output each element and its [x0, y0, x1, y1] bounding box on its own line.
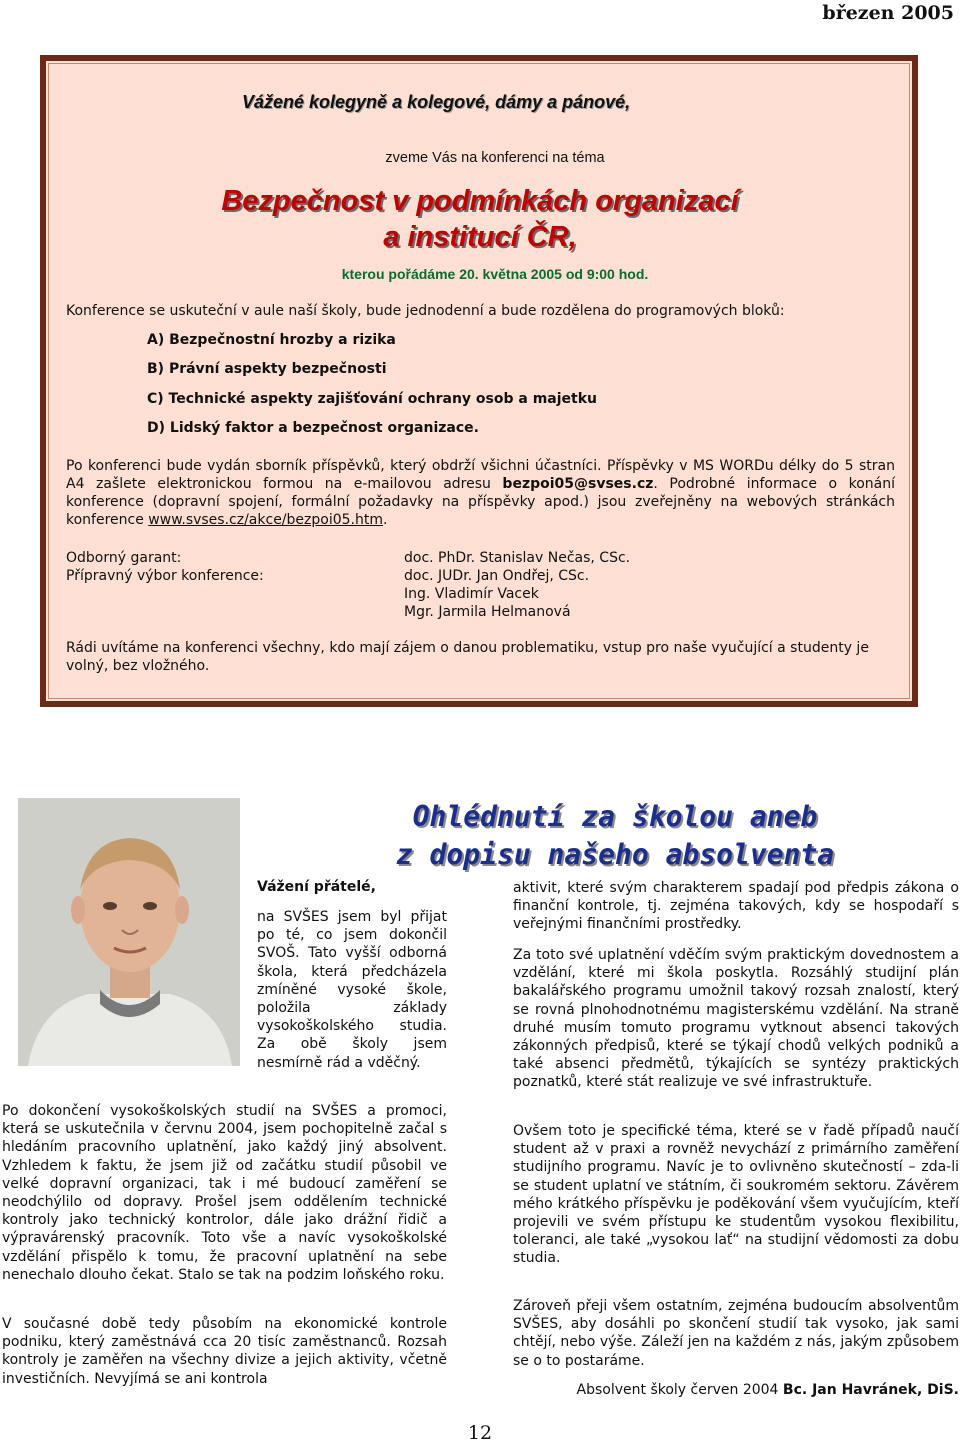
- program-block-c: C) Technické aspekty zajišťování ochrany osob a majetku: [147, 391, 598, 407]
- guarantor-label: Odborný garant:: [66, 550, 182, 566]
- proceedings-end: .: [382, 512, 388, 528]
- paragraph-5: Za toto své uplatnění vděčím svým praktickým dovednostem a vzdělání, které mi škola poskytla. Rozsáhlý studijní plán bakalářského programu umožnil takový rozsah znalostí, který se rovná plnohodnotnému magisterskému vzdělání. Na straně druhé musím tomuto programu vytknout absenci takových zákonných předpisů, které se týkají chodů velkých podniků a také absenci předmětů, týkajících se syntézy praktických poznatků, které stát realizuje ve své infrastruktuře.: [513, 947, 959, 1091]
- portrait-illustration: [18, 798, 240, 1066]
- program-block-d: D) Lidský faktor a bezpečnost organizace.: [147, 420, 479, 436]
- signature-prefix: Absolvent školy červen 2004: [576, 1382, 783, 1398]
- conference-url[interactable]: www.svses.cz/akce/bezpoi05.htm: [148, 512, 383, 528]
- proceedings-text: Po konferenci bude vydán sborník příspěvků, který obdrží všichni účastníci. Příspěvky v MS WORDu délky do 5 stran A4 zašlete elektronickou formou na e-mailovou adresu: [66, 458, 895, 492]
- author-photo: [18, 798, 240, 1066]
- issue-date: březen 2005: [822, 2, 954, 24]
- paragraph-2: Po dokončení vysokoškolských studií na SVŠES a promoci, která se uskutečnila v červnu 2004, jsem pochopitelně začal s hledáním pracovního uplatnění, jako každý jiný absolvent. Vzhledem k faktu, že jsem již od začátku studií působil ve velké dopravní organizaci, tak i mé budoucí zaměření se neodchýlilo od dopravy. Prošel jsem oddělením technické kontroly jako technický kontrolor, dále jako drážní řidič a výpravárenský pracovník. Toto vše a navíc vysokoškolské vzdělání přispělo k tomu, že pracovní uplatnění na sebe nenechalo dlouho čekat. Stalo se tak na podzim loňského roku.: [2, 1103, 447, 1283]
- article-title-line2: z dopisu našeho absolventa: [395, 838, 835, 871]
- paragraph-1: na SVŠES jsem byl přijat po té, co jsem dokončil SVOŠ. Tato vyšší odborná škola, která předcházela zmíněné vysoké škole, položila základy vysokoškolského studia. Za obě školy jsem nesmírně rád a vděčný.: [257, 909, 447, 1071]
- article-title-line1: Ohlédnutí za školou aneb: [412, 800, 818, 833]
- proceedings-info: [66, 457, 895, 529]
- conference-date: kterou pořádáme 20. května 2005 od 9:00 hod.: [341, 266, 649, 282]
- conference-title-line1: Bezpečnost v podmínkách organizací: [221, 185, 739, 217]
- person-name: Mgr. Jarmila Helmanová: [404, 604, 571, 620]
- paragraph-7: Zároveň přeji všem ostatním, zejména budoucím absolventům SVŠES, aby dosáhli po skončení studií tak vysoko, jak sami chtějí, nebo výše. Záleží jen na každém z nás, jakým způsobem se o to postaráme.: [513, 1298, 959, 1369]
- paragraph-6: Ovšem toto je specifické téma, které se v řadě případů naučí student až v praxi a rovněž nevychází z primárního zaměření studijního programu. Navíc je to ovlivněno skutečností – zda-li se student uplatní ve státním, či soukromém sektoru. Závěrem mého krátkého příspěvku je poděkování všem vyučujícím, kteří projevili ve svém přístupu ke studentům vysokou flexibilitu, toleranci, ale také „vysokou lať“ na studijní vědomosti za dobu studia.: [513, 1123, 959, 1267]
- conference-intro: Konference se uskuteční v aule naší školy, bude jednodenní a bude rozdělena do programových bloků:: [66, 303, 785, 319]
- invitation-greeting: Vážené kolegyně a kolegové, dámy a pánové,: [242, 92, 631, 112]
- conference-title: [0, 183, 960, 255]
- welcome-text: Rádi uvítáme na konferenci všechny, kdo mají zájem o danou problematiku, vstup pro naše vyučující a studenty je volný, bez vložného.: [66, 640, 869, 674]
- person-name: Ing. Vladimír Vacek: [404, 586, 539, 602]
- proceedings-text-2: . Podrobné informace o konání konference (dopravní spojení, formální požadavky na příspěvky apod.) jsou zveřejněny na webových stránkách konference: [66, 476, 895, 528]
- invitation-line: zveme Vás na konferenci na téma: [385, 150, 605, 166]
- article-signature: [577, 1382, 959, 1398]
- signature-name: Bc. Jan Havránek, DiS.: [782, 1382, 959, 1398]
- person-name: doc. PhDr. Stanislav Nečas, CSc.: [404, 550, 631, 566]
- contact-email[interactable]: bezpoi05@svses.cz: [502, 476, 654, 492]
- paragraph-4: aktivit, které svým charakterem spadají pod předpis zákona o finanční kontrole, tj. zejména takových, kdy se hospodaří s veřejnými finančními prostředky.: [513, 880, 959, 933]
- paragraph-3: V současné době tedy působím na ekonomické kontrole podniku, který zaměstnává cca 20 tisíc zaměstnanců. Rozsah kontroly je zaměřen na všechny divize a jejich aktivity, včetně investičních. Nevyjímá se ani kontrola: [2, 1316, 447, 1387]
- committee-label: Přípravný výbor konference:: [66, 568, 264, 584]
- committee-members: [404, 549, 630, 621]
- page-number: 12: [467, 1422, 493, 1444]
- program-block-a: A) Bezpečnostní hrozby a rizika: [147, 332, 396, 348]
- program-block-b: B) Právní aspekty bezpečnosti: [147, 361, 387, 377]
- person-name: doc. JUDr. Jan Ondřej, CSc.: [404, 568, 590, 584]
- letter-salutation: Vážení přátelé,: [257, 879, 376, 895]
- conference-title-line2: a institucí ČR,: [383, 221, 577, 253]
